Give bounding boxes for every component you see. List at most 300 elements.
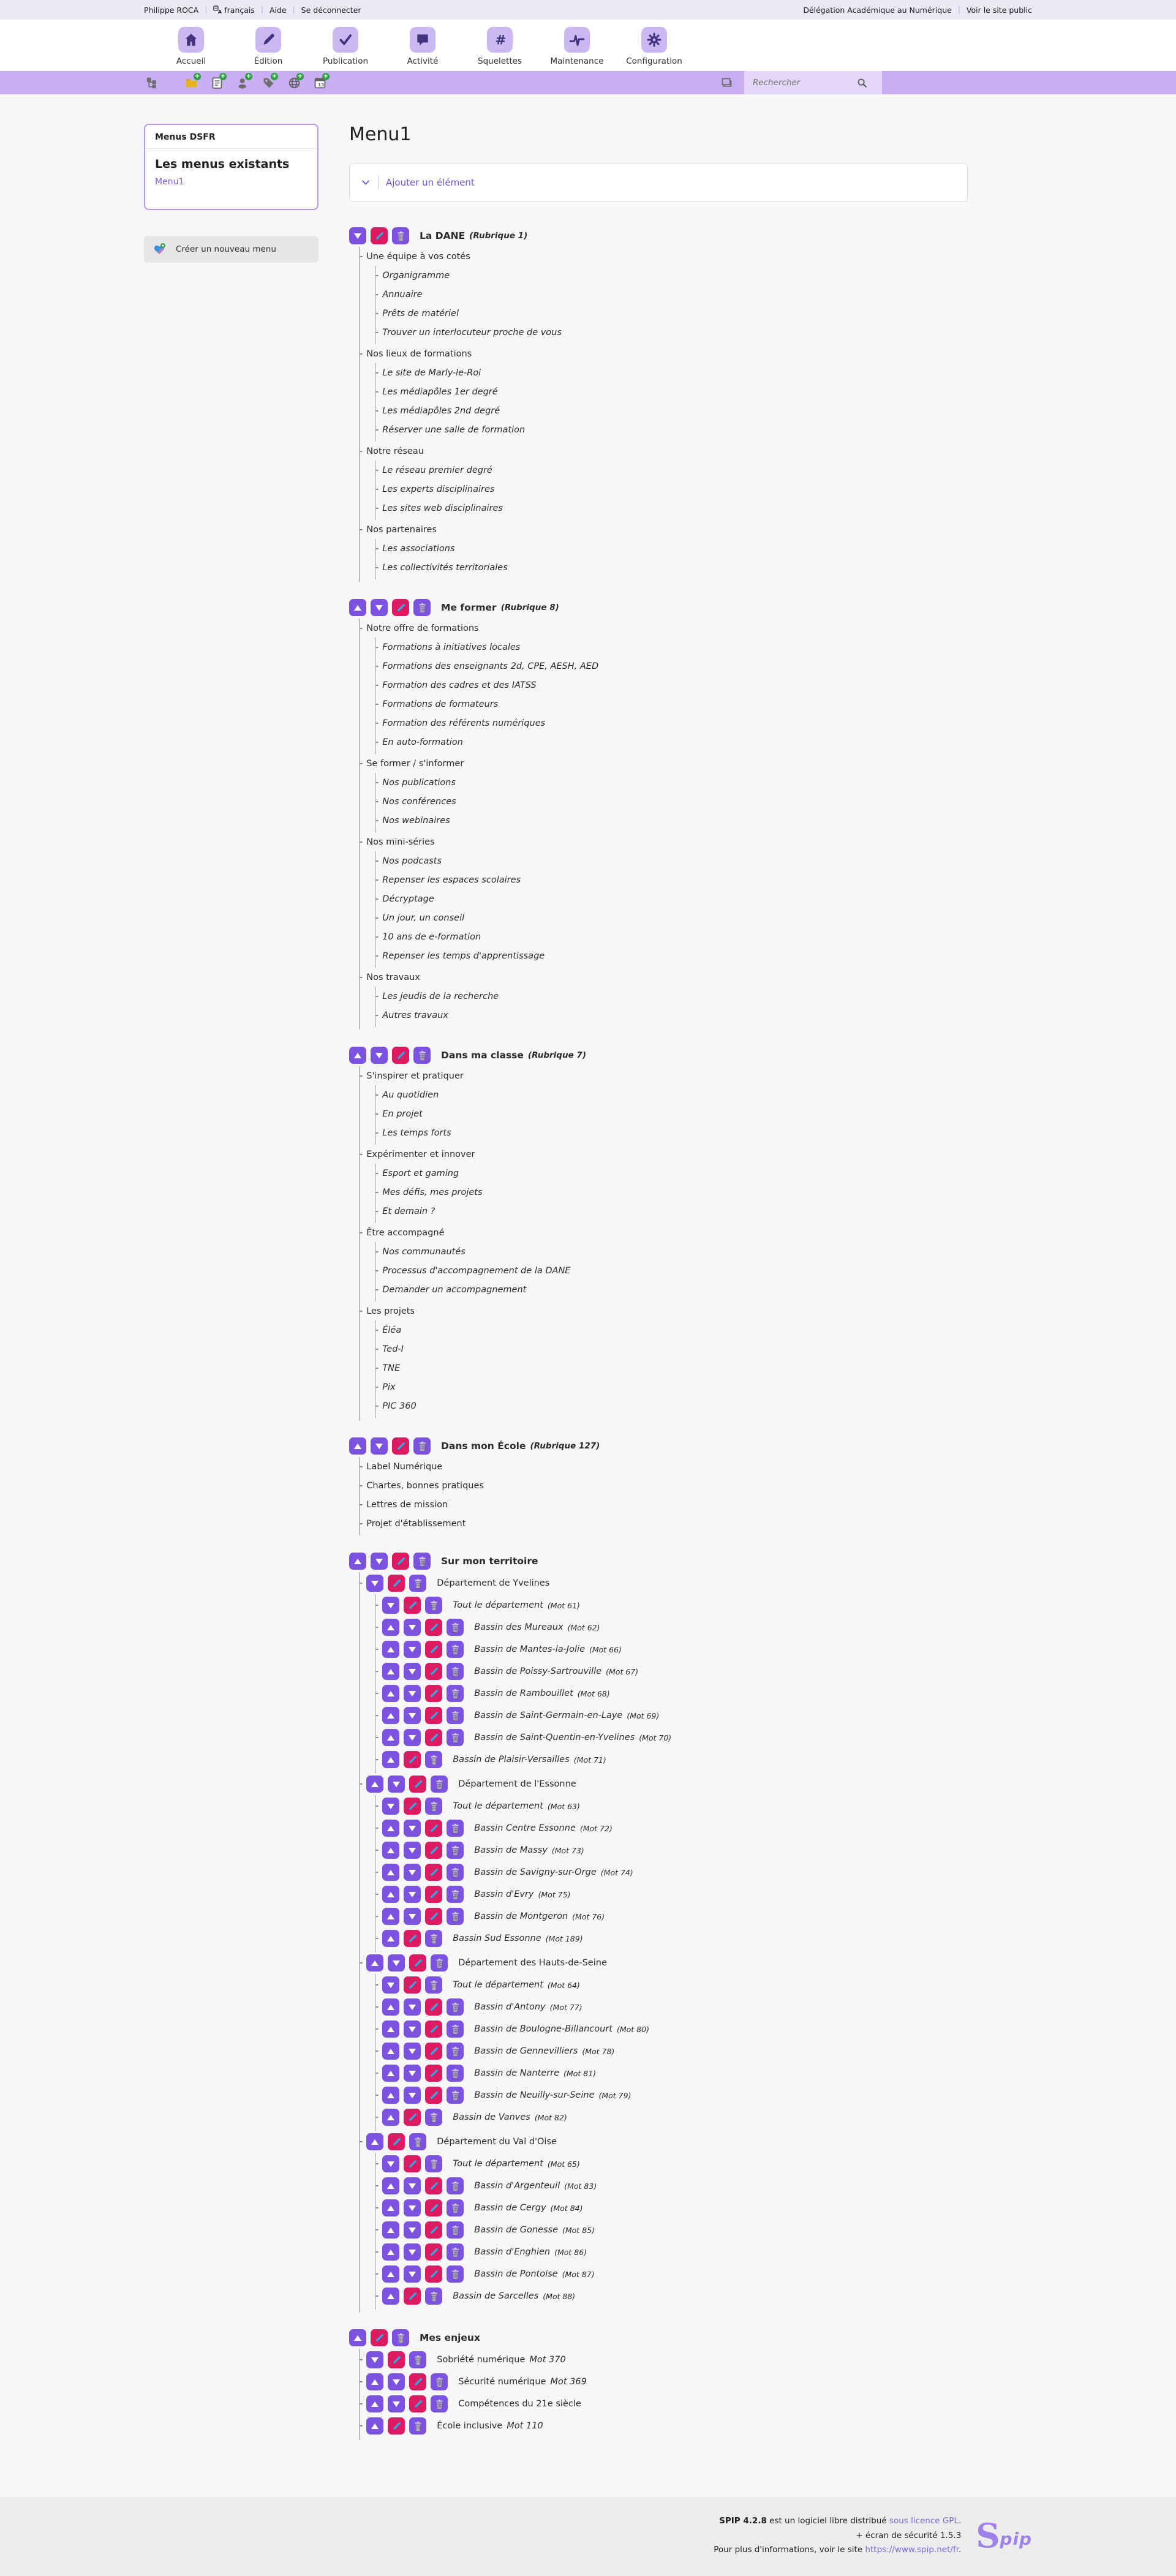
edit-button[interactable] [404, 1597, 421, 1614]
edit-button[interactable] [425, 1998, 442, 2016]
move-up-button[interactable] [382, 2087, 399, 2104]
edit-button[interactable] [388, 2417, 405, 2435]
current-user-link[interactable]: Philippe ROCA [144, 5, 199, 15]
menu-item-row [375, 773, 1005, 792]
move-up-button[interactable] [366, 1776, 383, 1793]
move-down-button[interactable] [366, 1575, 383, 1592]
pencil-icon [407, 1934, 418, 1944]
move-down-button[interactable] [388, 1954, 405, 1972]
delete-button[interactable] [447, 2021, 464, 2038]
arrow-down-icon [393, 1960, 400, 1966]
add-element-dropdown[interactable] [349, 164, 968, 201]
nav-item-squelettes[interactable]: # Squelettes [477, 27, 522, 66]
edit-button[interactable] [388, 2133, 405, 2150]
nav-item-accueil[interactable]: Accueil [168, 27, 214, 66]
item-actions [382, 2043, 468, 2060]
search-input[interactable] [753, 78, 857, 88]
delete-button[interactable] [425, 2155, 442, 2172]
box-title: Menus DSFR [145, 125, 317, 149]
edit-button[interactable] [425, 1707, 442, 1724]
add-keyword-icon[interactable] [260, 75, 276, 90]
tree-dash: - [375, 1980, 379, 1990]
add-event-icon[interactable] [312, 75, 328, 90]
edit-button[interactable] [425, 1729, 442, 1746]
sitemap-icon[interactable] [144, 75, 160, 90]
delete-button[interactable] [392, 2329, 409, 2346]
delete-button[interactable] [447, 1619, 464, 1636]
pencil-icon [429, 2269, 439, 2280]
delete-button[interactable] [409, 2133, 426, 2150]
tree-dash: - [375, 424, 379, 435]
nav-item-activite[interactable]: Activité [400, 27, 445, 66]
move-down-button[interactable] [404, 1886, 421, 1903]
tree-dash: - [360, 2421, 363, 2431]
move-down-button[interactable] [388, 2395, 405, 2412]
move-down-button[interactable] [404, 1729, 421, 1746]
add-site-icon[interactable] [286, 75, 302, 90]
delete-button[interactable] [425, 2109, 442, 2126]
delete-button[interactable] [447, 1685, 464, 1702]
arrow-down-icon [409, 2183, 416, 2189]
item-actions [382, 1998, 468, 2016]
move-up-button[interactable] [382, 1998, 399, 2016]
edit-button[interactable] [425, 1685, 442, 1702]
move-up-button[interactable] [382, 1751, 399, 1768]
menu-tree-node [360, 1514, 1005, 1533]
move-up-button[interactable] [382, 2065, 399, 2082]
tree-children [375, 1085, 1005, 1145]
edit-button[interactable] [425, 2065, 442, 2082]
delete-button[interactable] [447, 2265, 464, 2283]
pencil-icon [429, 1911, 439, 1922]
delete-button[interactable] [425, 1597, 442, 1614]
edit-button[interactable] [392, 1553, 409, 1570]
move-up-button[interactable] [349, 1437, 366, 1455]
delete-button[interactable] [447, 1842, 464, 1859]
tree-dash: - [375, 680, 379, 690]
menu-tree-node [375, 695, 1005, 714]
edit-button[interactable] [425, 1842, 442, 1859]
chevron-down-icon[interactable] [361, 178, 371, 187]
edit-button[interactable] [409, 2395, 426, 2412]
edit-button[interactable] [425, 1619, 442, 1636]
edit-button[interactable] [392, 1437, 409, 1455]
item-actions [382, 1663, 468, 1680]
delete-button[interactable] [447, 1820, 464, 1837]
delete-button[interactable] [447, 1729, 464, 1746]
item-actions [349, 1437, 435, 1455]
menu-item-row [360, 2131, 1005, 2153]
delete-button[interactable] [392, 227, 409, 244]
edit-button[interactable] [425, 2199, 442, 2216]
move-up-button[interactable] [382, 1930, 399, 1947]
create-menu-button[interactable] [144, 236, 318, 263]
move-up-button[interactable] [366, 2373, 383, 2390]
arrow-down-icon [387, 1603, 394, 1608]
edit-button[interactable] [425, 2265, 442, 2283]
edit-button[interactable] [404, 1798, 421, 1815]
delete-button[interactable] [425, 2288, 442, 2305]
arrow-up-icon [387, 1757, 394, 1763]
menu-item-label: Prêts de matériel [382, 308, 459, 318]
language-link[interactable]: A français [213, 6, 255, 15]
edit-button[interactable] [409, 1776, 426, 1793]
menu-item-tag: (Mot 67) [606, 1666, 639, 1676]
menu-item-label: PIC 360 [382, 1401, 417, 1411]
tree-dash: - [375, 951, 379, 961]
move-up-button[interactable] [382, 2199, 399, 2216]
edit-button[interactable] [425, 1908, 442, 1925]
move-down-button[interactable] [404, 2221, 421, 2239]
move-up-button[interactable] [382, 1641, 399, 1658]
edit-button[interactable] [425, 1663, 442, 1680]
move-up-button[interactable] [366, 2417, 383, 2435]
move-down-button[interactable] [388, 2373, 405, 2390]
delete-button[interactable] [409, 2417, 426, 2435]
menu-tree-node [375, 1104, 1005, 1123]
move-up-button[interactable] [366, 1954, 383, 1972]
arrow-up-icon [387, 2049, 394, 2054]
edit-button[interactable] [425, 1820, 442, 1837]
move-down-button[interactable] [404, 1864, 421, 1881]
edit-button[interactable] [392, 599, 409, 616]
trash-icon [413, 2137, 423, 2147]
move-down-button[interactable] [404, 2265, 421, 2283]
item-actions [382, 1751, 447, 1768]
menu-item-row [375, 1339, 1005, 1358]
move-down-button[interactable] [404, 1820, 421, 1837]
menu-item-label: Sur mon territoire [441, 1556, 538, 1567]
delete-button[interactable] [447, 1663, 464, 1680]
move-down-button[interactable] [404, 2087, 421, 2104]
edit-button[interactable] [404, 1751, 421, 1768]
delete-button[interactable] [413, 1437, 431, 1455]
menu-tree-node [375, 1085, 1005, 1104]
menu-item-label: Mes défis, mes projets [382, 1187, 483, 1197]
arrow-down-icon [371, 1581, 379, 1586]
delete-button[interactable] [413, 1553, 431, 1570]
menu-tree-node [360, 832, 1005, 968]
delete-button[interactable] [425, 1930, 442, 1947]
menu-item-label: Le site de Marly-le-Roi [382, 367, 481, 378]
quick-toolbar [0, 71, 1176, 94]
tree-dash: - [375, 308, 379, 318]
move-down-button[interactable] [404, 2243, 421, 2261]
menu-tree-node [375, 266, 1005, 285]
move-up-button[interactable] [382, 2221, 399, 2239]
tree-dash: - [375, 2203, 379, 2213]
tree-dash: - [375, 796, 379, 807]
edit-button[interactable] [425, 1864, 442, 1881]
menu-tree-node [375, 1616, 1005, 1638]
menu-tree-node [360, 968, 1005, 1027]
edit-button[interactable] [371, 2329, 388, 2346]
trash-icon [450, 1689, 461, 1699]
pencil-icon [429, 1889, 439, 1900]
move-down-button[interactable] [371, 599, 388, 616]
move-up-button[interactable] [382, 2109, 399, 2126]
menu-tree-node [375, 638, 1005, 657]
item-actions [382, 1641, 468, 1658]
edit-button[interactable] [388, 1575, 405, 1592]
move-up-button[interactable] [382, 1663, 399, 1680]
move-up-button[interactable] [382, 2021, 399, 2038]
delete-button[interactable] [447, 1886, 464, 1903]
menu-tree-node [375, 1396, 1005, 1415]
menu-tree-node [375, 420, 1005, 439]
nav-item-edition[interactable]: Édition [246, 27, 291, 66]
move-up-button[interactable] [382, 1707, 399, 1724]
move-down-button[interactable] [404, 1663, 421, 1680]
edit-button[interactable] [425, 1886, 442, 1903]
menu-tree-node [375, 1883, 1005, 1905]
edit-button[interactable] [404, 2155, 421, 2172]
move-up-button[interactable] [382, 2243, 399, 2261]
edit-button[interactable] [425, 2087, 442, 2104]
menu-tree-node [360, 1495, 1005, 1514]
move-down-button[interactable] [366, 2351, 383, 2368]
edit-button[interactable] [425, 2177, 442, 2194]
move-up-button[interactable] [382, 2043, 399, 2060]
delete-button[interactable] [431, 1776, 448, 1793]
move-up-button[interactable] [382, 2177, 399, 2194]
move-down-button[interactable] [388, 1776, 405, 1793]
move-up-button[interactable] [382, 1842, 399, 1859]
menu-item-row [360, 1223, 1005, 1242]
move-up-button[interactable] [366, 2133, 383, 2150]
gpl-license-link[interactable]: sous licence GPL [889, 2516, 959, 2526]
spip-site-link[interactable]: https://www.spip.net/fr [865, 2545, 959, 2555]
edit-button[interactable] [425, 2243, 442, 2261]
menu-item-row [375, 2018, 1005, 2040]
menu-item-row [375, 811, 1005, 830]
move-down-button[interactable] [382, 1798, 399, 1815]
tree-dash: - [375, 1622, 379, 1632]
delete-button[interactable] [431, 1954, 448, 1972]
menu-tree-node [375, 1123, 1005, 1142]
move-up-button[interactable] [349, 1047, 366, 1064]
move-down-button[interactable] [404, 2021, 421, 2038]
arrow-up-icon [387, 2205, 394, 2211]
move-up-button[interactable] [382, 1864, 399, 1881]
move-down-button[interactable] [371, 1437, 388, 1455]
edit-button[interactable] [425, 1641, 442, 1658]
delete-button[interactable] [425, 1976, 442, 1994]
menu-item-row [349, 225, 1005, 247]
main-nav [0, 20, 1176, 71]
item-actions [366, 2133, 431, 2150]
add-author-icon[interactable] [235, 75, 251, 90]
move-up-button[interactable] [349, 599, 366, 616]
nav-item-maintenance[interactable]: Maintenance [554, 27, 600, 66]
edit-button[interactable] [409, 1954, 426, 1972]
add-article-icon[interactable] [209, 75, 225, 90]
menu-item-tag: (Mot 79) [598, 2090, 631, 2100]
menu-item-label: Département de l'Essonne [458, 1779, 576, 1789]
edit-button[interactable] [392, 1047, 409, 1064]
move-down-button[interactable] [382, 2155, 399, 2172]
menu-item-label: Bassin de Boulogne-Billancourt [474, 2024, 612, 2034]
arrow-up-icon [387, 1713, 394, 1719]
delete-button[interactable] [413, 1047, 431, 1064]
menu-item-row [375, 1396, 1005, 1415]
edit-button[interactable] [404, 1930, 421, 1947]
add-rubrique-icon[interactable] [183, 75, 199, 90]
item-actions [382, 2199, 468, 2216]
delete-button[interactable] [447, 2221, 464, 2239]
move-up-button[interactable] [349, 2329, 366, 2346]
arrow-down-icon [409, 1647, 416, 1652]
move-down-button[interactable] [404, 1842, 421, 1859]
tree-dash: - [375, 1128, 379, 1138]
help-link[interactable]: Aide [269, 5, 287, 15]
menu-item-row [375, 714, 1005, 733]
menu-tree-node [375, 792, 1005, 811]
delete-button[interactable] [447, 2243, 464, 2261]
menu-item-label: Bassin de Poissy-Sartrouville [474, 1666, 602, 1676]
menu-item-label: Bassin de Neuilly-sur-Seine [474, 2090, 595, 2100]
menu1-link[interactable]: Menu1 [155, 177, 184, 187]
pencil-icon [429, 1666, 439, 1677]
move-down-button[interactable] [349, 227, 366, 244]
delete-button[interactable] [447, 2087, 464, 2104]
menu-item-label: Être accompagné [366, 1227, 445, 1238]
delete-button[interactable] [409, 1575, 426, 1592]
tree-dash: - [360, 348, 363, 359]
move-down-button[interactable] [404, 2199, 421, 2216]
search-icon[interactable] [857, 78, 867, 88]
tree-children [359, 1572, 1005, 2312]
move-down-button[interactable] [404, 2177, 421, 2194]
edit-button[interactable] [425, 2221, 442, 2239]
pencil-icon [429, 2247, 439, 2258]
menu-item-label: Nos conférences [382, 796, 456, 807]
move-up-button[interactable] [382, 2265, 399, 2283]
trash-icon [450, 1733, 461, 1743]
delete-button[interactable] [447, 2065, 464, 2082]
messages-icon[interactable] [718, 75, 734, 90]
edit-button[interactable] [409, 2373, 426, 2390]
menu-item-row [375, 1682, 1005, 1704]
delete-button[interactable] [447, 1998, 464, 2016]
delete-button[interactable] [425, 1751, 442, 1768]
move-up-button[interactable] [349, 1553, 366, 1570]
menu-item-row [375, 2062, 1005, 2084]
hash-icon [487, 27, 513, 53]
menu-item-row [360, 1514, 1005, 1533]
item-actions [382, 1908, 468, 1925]
item-actions [382, 2177, 468, 2194]
edit-button[interactable] [425, 2021, 442, 2038]
move-down-button[interactable] [404, 2043, 421, 2060]
menu-item-tag: (Mot 81) [564, 2068, 597, 2078]
move-down-button[interactable] [404, 1641, 421, 1658]
divider [378, 176, 379, 189]
menu-item-row [375, 1616, 1005, 1638]
delete-button[interactable] [447, 1908, 464, 1925]
move-up-button[interactable] [366, 2395, 383, 2412]
move-down-button[interactable] [404, 2065, 421, 2082]
pencil-icon [429, 2024, 439, 2035]
move-down-button[interactable] [371, 1553, 388, 1570]
delete-button[interactable] [447, 1641, 464, 1658]
delete-button[interactable] [447, 1864, 464, 1881]
view-public-site-link[interactable]: Voir le site public [966, 5, 1032, 15]
move-down-button[interactable] [382, 1976, 399, 1994]
nav-item-publication[interactable]: Publication [323, 27, 368, 66]
arrow-down-icon [409, 2205, 416, 2211]
arrow-down-icon [375, 1444, 383, 1449]
edit-button[interactable] [371, 227, 388, 244]
move-down-button[interactable] [404, 1908, 421, 1925]
delete-button[interactable] [431, 2395, 448, 2412]
move-down-button[interactable] [404, 1998, 421, 2016]
delete-button[interactable] [447, 1707, 464, 1724]
delete-button[interactable] [447, 2177, 464, 2194]
menu-item-label: Nos travaux [366, 972, 420, 982]
arrow-down-icon [409, 1691, 416, 1697]
edit-button[interactable] [404, 2109, 421, 2126]
tree-dash: - [360, 1149, 363, 1159]
nav-item-configuration[interactable]: Configuration [631, 27, 677, 66]
move-up-button[interactable] [382, 1685, 399, 1702]
pencil-icon [429, 2225, 439, 2235]
edit-button[interactable] [425, 2043, 442, 2060]
move-down-button[interactable] [404, 1685, 421, 1702]
trash-icon [413, 2421, 423, 2431]
menu-item-label: Label Numérique [366, 1461, 443, 1472]
delete-button[interactable] [425, 1798, 442, 1815]
edit-button[interactable] [404, 2288, 421, 2305]
menu-item-row [375, 946, 1005, 965]
move-up-button[interactable] [382, 1886, 399, 1903]
menu-tree-node [375, 714, 1005, 733]
move-down-button[interactable] [382, 1597, 399, 1614]
arrow-down-icon [393, 2379, 400, 2385]
trash-icon [417, 1556, 428, 1567]
move-down-button[interactable] [404, 1619, 421, 1636]
move-up-button[interactable] [382, 1619, 399, 1636]
delete-button[interactable] [431, 2373, 448, 2390]
move-down-button[interactable] [404, 1707, 421, 1724]
move-up-button[interactable] [382, 1729, 399, 1746]
move-up-button[interactable] [382, 2288, 399, 2305]
menu-item-row [375, 1594, 1005, 1616]
trash-icon [429, 2112, 439, 2123]
menu-item-label: En auto-formation [382, 737, 463, 747]
delete-button[interactable] [413, 599, 431, 616]
arrow-down-icon [409, 2027, 416, 2032]
edit-button[interactable] [404, 1976, 421, 1994]
logout-link[interactable]: Se déconnecter [301, 5, 361, 15]
delete-button[interactable] [447, 2199, 464, 2216]
tree-dash: - [375, 2225, 379, 2235]
menu-item-row [375, 401, 1005, 420]
menu-item-row [375, 1377, 1005, 1396]
tree-dash: - [375, 2046, 379, 2056]
move-up-button[interactable] [382, 1820, 399, 1837]
tree-children [375, 1320, 1005, 1418]
delete-button[interactable] [447, 2043, 464, 2060]
delete-button[interactable] [409, 2351, 426, 2368]
menu-item-row [375, 638, 1005, 657]
edit-button[interactable] [388, 2351, 405, 2368]
move-up-button[interactable] [382, 1908, 399, 1925]
menu-item-row [375, 382, 1005, 401]
menu-tree-node [375, 1727, 1005, 1749]
move-down-button[interactable] [371, 1047, 388, 1064]
item-actions [382, 2087, 468, 2104]
